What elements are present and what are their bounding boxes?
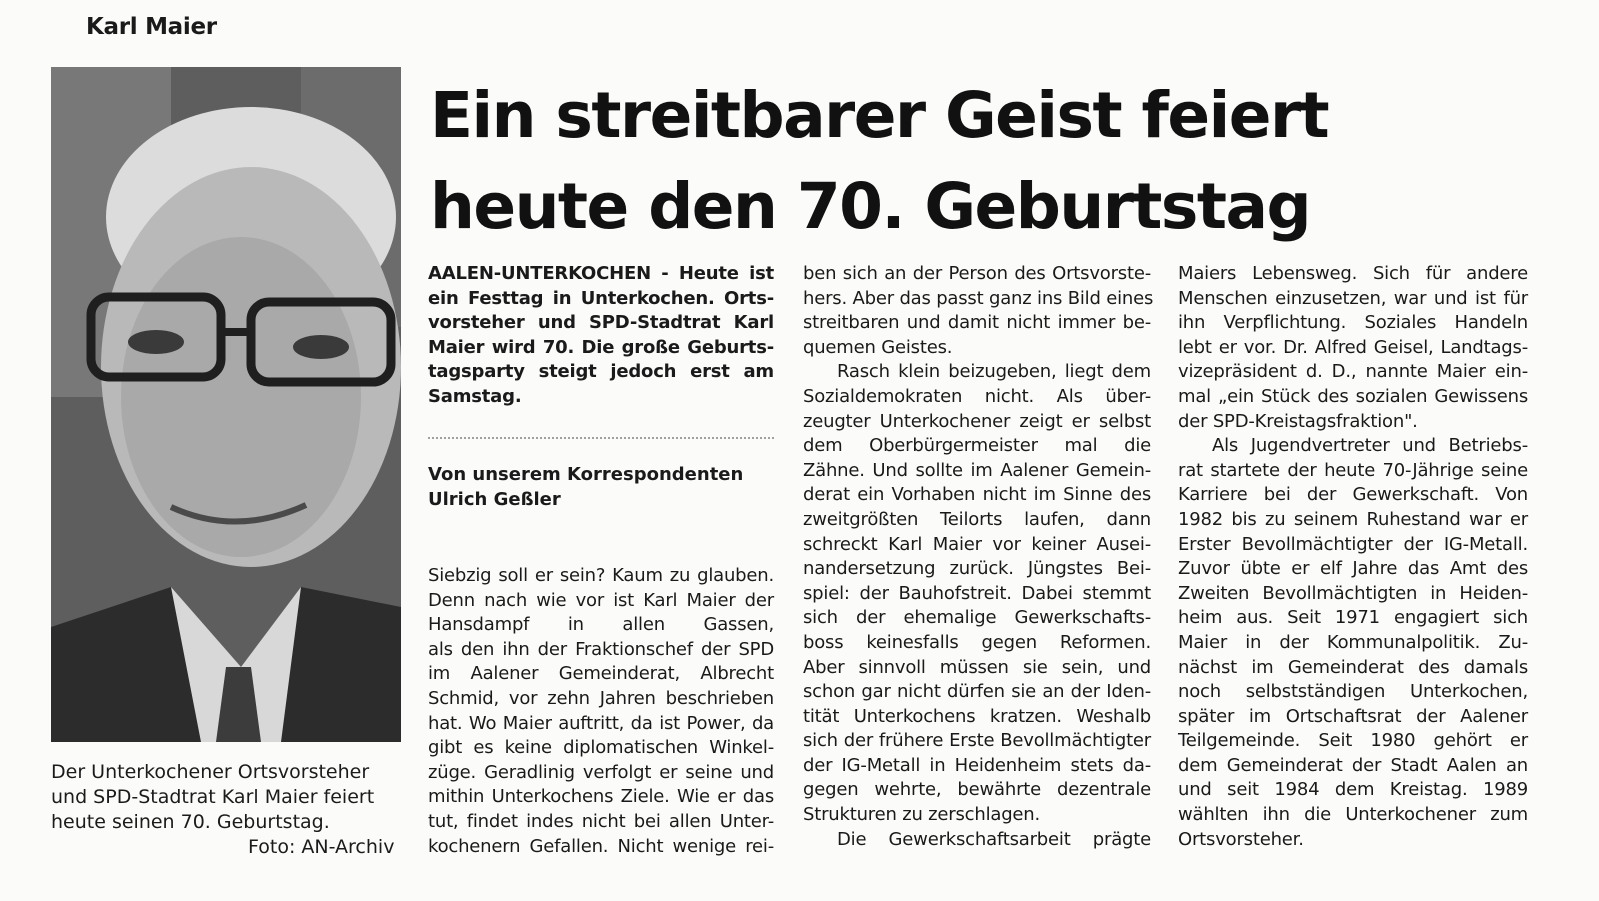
body-column-2	[803, 262, 1154, 852]
body-line: als den ihn der Fraktionschef der SPD	[428, 638, 774, 660]
body-line: Zähne. Und sollte im Aalener Gemein-	[803, 459, 1151, 481]
byline	[428, 462, 774, 512]
body-column-3	[1178, 262, 1528, 852]
divider	[428, 437, 774, 439]
headline-line: heute den 70. Geburtstag	[430, 170, 1311, 243]
body-line: kochenern Gefallen. Nicht wenige rei-	[428, 835, 774, 857]
body-line: Schmid, vor zehn Jahren beschrieben	[428, 687, 774, 709]
body-line: hat. Wo Maier auftritt, da ist Power, da	[428, 712, 774, 734]
body-line: Menschen einzusetzen, war und ist für	[1178, 287, 1528, 309]
body-line: 1982 bis zu seinem Ruhestand war er	[1178, 508, 1528, 530]
lead-line: AALEN-UNTERKOCHEN - Heute ist	[428, 263, 774, 284]
body-line: boss keinesfalls gegen Reformen.	[803, 631, 1151, 653]
body-line: rat startete der heute 70-Jährige seine	[1178, 459, 1528, 481]
body-line: spiel: der Bauhofstreit. Dabei stemmt	[803, 582, 1151, 604]
body-line: sich der ehemalige Gewerkschafts-	[803, 607, 1151, 629]
body-line: Als Jugendvertreter und Betriebs-	[1212, 435, 1528, 457]
lead-line: tagsparty steigt jedoch erst am	[428, 361, 774, 383]
byline-line: Von unserem Korrespondenten	[428, 464, 744, 485]
body-line: dem Oberbürgermeister mal die	[803, 435, 1151, 457]
photo-credit: Foto: AN-Archiv	[248, 836, 395, 858]
photo-caption	[51, 760, 403, 835]
body-line: derat ein Vorhaben nicht im Sinne des	[803, 484, 1151, 506]
body-line: quemen Geistes.	[803, 336, 953, 358]
body-line: Siebzig soll er sein? Kaum zu glauben.	[428, 565, 774, 586]
body-line: Aber sinnvoll müssen sie sein, und	[803, 656, 1151, 678]
lead-paragraph	[428, 262, 774, 410]
body-line: Die Gewerkschaftsarbeit prägte	[837, 828, 1151, 850]
body-line: Maier in der Kommunalpolitik. Zu-	[1178, 631, 1528, 653]
body-line: ihn Verpflichtung. Soziales Handeln	[1178, 312, 1528, 334]
body-line: zweitgrößten Teilorts laufen, dann	[803, 508, 1151, 530]
kicker: Karl Maier	[86, 14, 217, 40]
body-line: nächst im Gemeinderat des damals	[1178, 656, 1528, 678]
caption-line: heute seinen 70. Geburtstag.	[51, 811, 330, 833]
body-line: heim aus. Seit 1971 engagiert sich	[1178, 607, 1528, 629]
body-line: hers. Aber das passt ganz ins Bild eines	[803, 287, 1154, 309]
body-line: wählten ihn die Unterkochener zum	[1178, 804, 1528, 826]
caption-line: und SPD-Stadtrat Karl Maier feiert	[51, 786, 375, 808]
body-line: nandersetzung zurück. Jüngstes Bei-	[803, 558, 1151, 580]
body-line: zeugter Unterkochener zeigt er selbst	[803, 410, 1151, 432]
body-line: und seit 1984 dem Kreistag. 1989	[1178, 779, 1528, 801]
caption-line: Der Unterkochener Ortsvorsteher	[51, 761, 370, 783]
body-line: gibt es keine diplomatischen Winkel-	[428, 737, 774, 759]
body-line: schon gar nicht dürfen sie an der Iden-	[803, 681, 1151, 703]
body-line: sich der frühere Erste Bevollmächtigter	[803, 730, 1151, 752]
body-line: ben sich an der Person des Ortsvorste-	[803, 263, 1151, 284]
body-line: züge. Geradlinig verfolgt er seine und	[428, 761, 774, 783]
body-line: Hansdampf in allen Gassen,	[428, 614, 774, 636]
body-line: der IG-Metall in Heidenheim stets da-	[803, 754, 1151, 776]
body-line: tut, findet indes nicht bei allen Unter-	[428, 810, 774, 832]
body-column-1	[428, 564, 774, 859]
body-line: schreckt Karl Maier vor keiner Ausei-	[803, 533, 1151, 555]
lead-line: vorsteher und SPD-Stadtrat Karl	[428, 312, 774, 334]
body-line: streitbaren und damit nicht immer be-	[803, 312, 1151, 334]
body-line: tität Unterkochens kratzen. Weshalb	[803, 705, 1151, 727]
lead-line: ein Festtag in Unterkochen. Orts-	[428, 287, 774, 309]
body-line: Denn nach wie vor ist Karl Maier der	[428, 589, 774, 611]
headline-line: Ein streitbarer Geist feiert	[430, 79, 1329, 152]
body-line: der SPD-Kreistagsfraktion".	[1178, 410, 1418, 432]
body-line: mal „ein Stück des sozialen Gewissens	[1178, 385, 1528, 407]
portrait-photo	[51, 67, 401, 742]
body-line: Maiers Lebensweg. Sich für andere	[1178, 263, 1528, 284]
byline-line: Ulrich Geßler	[428, 489, 561, 510]
body-line: gegen wehrte, bewährte dezentrale	[803, 779, 1151, 801]
body-line: später im Ortschaftsrat der Aalener	[1178, 705, 1528, 727]
body-line: vizepräsident d. D., nannte Maier ein-	[1178, 361, 1528, 383]
headline	[430, 70, 1550, 252]
body-line: Strukturen zu zerschlagen.	[803, 804, 1041, 826]
body-line: noch selbstständigen Unterkochen,	[1178, 681, 1528, 703]
body-line: Erster Bevollmächtigter der IG-Metall.	[1178, 533, 1528, 555]
body-line: Rasch klein beizugeben, liegt dem	[837, 361, 1151, 383]
body-line: Ortsvorsteher.	[1178, 828, 1304, 850]
body-line: lebt er vor. Dr. Alfred Geisel, Landtags-	[1178, 336, 1528, 358]
body-line: mithin Unterkochens Ziele. Wie er das	[428, 786, 774, 808]
body-line: Sozialdemokraten nicht. Als über-	[803, 385, 1151, 407]
body-line: dem Gemeinderat der Stadt Aalen an	[1178, 754, 1528, 776]
body-line: Karriere bei der Gewerkschaft. Von	[1178, 484, 1528, 506]
portrait-photo-drawing	[51, 67, 401, 742]
body-line: im Aalener Gemeinderat, Albrecht	[428, 663, 774, 685]
lead-line: Maier wird 70. Die große Geburts-	[428, 336, 774, 358]
lead-line: Samstag.	[428, 385, 522, 407]
body-line: Zuvor übte er elf Jahre das Amt des	[1178, 558, 1528, 580]
body-line: Teilgemeinde. Seit 1980 gehört er	[1178, 730, 1528, 752]
body-line: Zweiten Bevollmächtigten in Heiden-	[1178, 582, 1528, 604]
